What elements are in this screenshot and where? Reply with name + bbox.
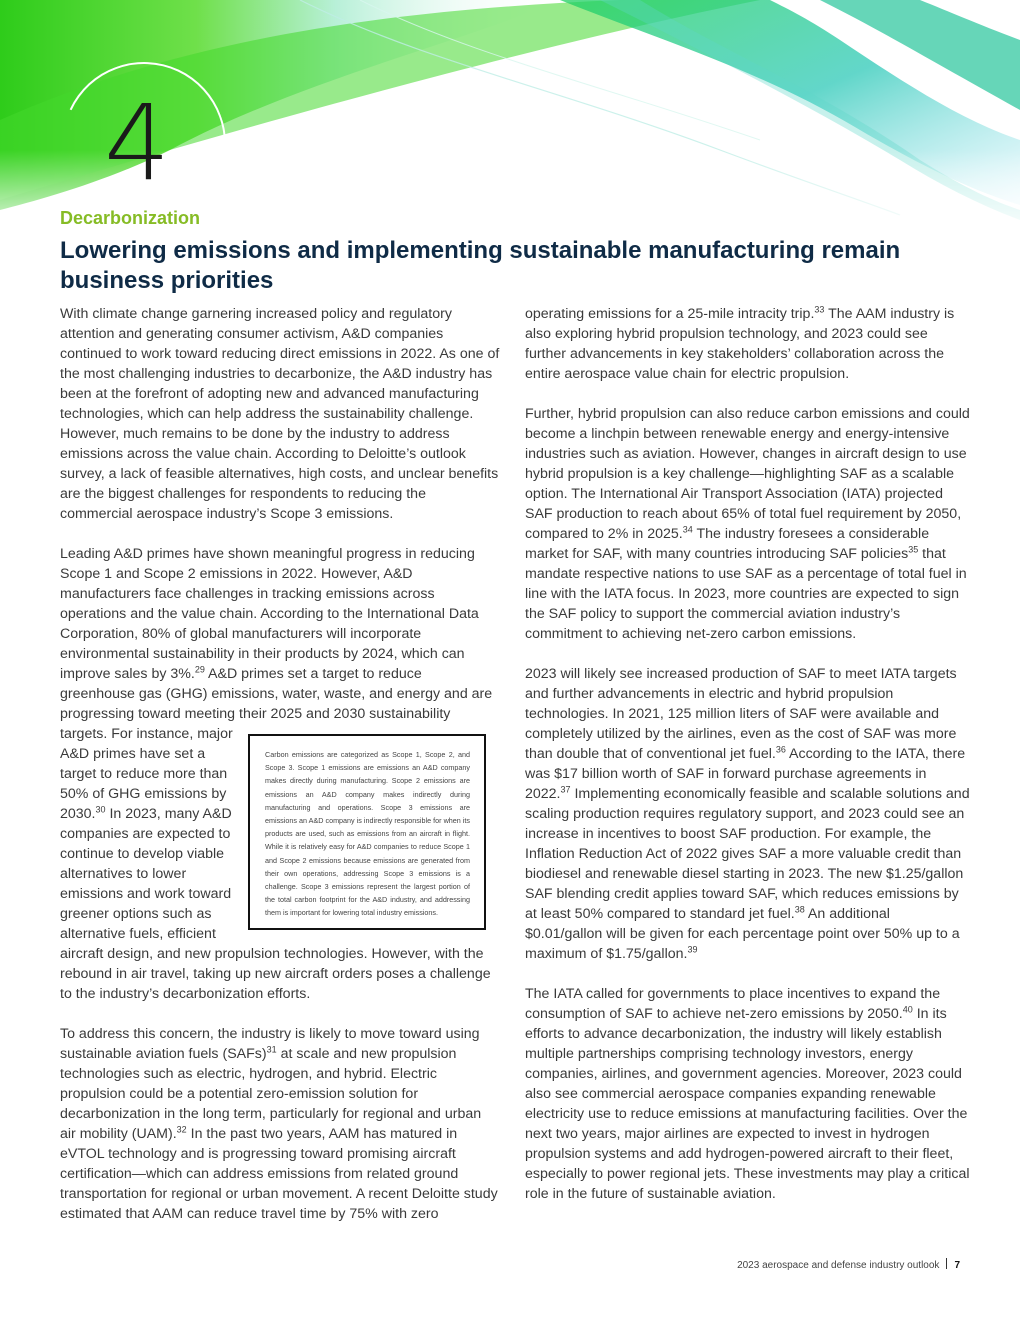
footnote-ref: 33 (814, 304, 825, 315)
page-number: 7 (954, 1260, 960, 1271)
paragraph: With climate change garnering increased policy and regulatory attention and generating consumer activism, A&D companies continued to work toward reducing direct emissions in 2022. As one of the most challenging industries to decarbonize, the A&D industry has been at the forefront of adopting new and advanced manufacturing technologies, which can help address the sustainability challenge. However, much remains to be done by the industry to address emissions across the value chain. According to Deloitte’s outlook survey, a lack of feasible alternatives, high costs, and unclear benefits are the biggest challenges for respondents to reducing the commercial aerospace industry’s Scope 3 emissions. (60, 306, 500, 522)
footnote-ref: 37 (560, 784, 571, 795)
paragraph: Further, hybrid propulsion can also reduce carbon emissions and could become a linchpin between renewable energy and energy-intensive industries such as aviation. However, changes in aircraft design to use hybrid propulsion is a key challenge—highlighting SAF as a scalable option. The International Air Transport Association (IATA) projected SAF production to reach about 65% of total fuel requirement by 2050, compared to 2% in 2025.34 The industry foresees a considerable market for SAF, with many countries introducing SAF policies$^{35}$ that mandate respective nations to use SAF as a percentage of total fuel in line with the IATA focus. In 2023, more countries are expected to sign the SAF policy to support the commercial aviation industry’s commitment to achieving net-zero carbon emissions. (525, 406, 970, 642)
footnote-ref: 39 (687, 944, 698, 955)
page-footer (737, 1258, 960, 1271)
paragraph: operating emissions for a 25-mile intracity trip.$^{33}$ The AAM industry is also exploring hybrid propulsion technology, and 2023 could see further advancements in key stakeholders’ collaboration across the entire aerospace value chain for electric propulsion. (525, 304, 955, 382)
footer-report-title: 2023 aerospace and defense industry outlook (737, 1260, 940, 1271)
footnote-ref: 40 (902, 1004, 913, 1015)
sidebar-text: Carbon emissions are categorized as Scope 1, Scope 2, and Scope 3. Scope 1 emissions are emissions an A&D company makes directly during manufacturing. Scope 2 emissions are emissions an A&D company makes indirectly during manufacturing and operations. Scope 3 emissions are emissions an A&D company is indirectly responsible for when its products are used, such as emissions from an aircraft in flight. While it is relatively easy for A&D companies to reduce Scope 1 and Scope 2 emissions because emissions are generated from their own operations, addressing Scope 3 emissions is a challenge. Scope 3 emissions represent the largest portion of the total carbon footprint for the A&D industry, and addressing them is important for lowering total industry emissions. (265, 750, 470, 918)
footnote-ref: 31 (266, 1044, 277, 1055)
footnote-ref: 30 (95, 804, 106, 815)
right-column (525, 304, 971, 1224)
footer-divider (946, 1258, 947, 1269)
paragraph: To address this concern, the industry is likely to move toward using sustainable aviation fuels (SAFs)$^{31}$ at scale and new propulsion technologies such as electric, hydrogen, and hybrid. Electric propulsion could be a potential zero-emission solution for decarbonization in the long term, particularly for regional and urban air mobility (UAM).$^{32}$ In the past two years, AAM has matured in eVTOL technology and is progressing toward promising aircraft certification—which can address emissions from related ground transportation for regional or urban movement. A recent Deloitte study estimated that AAM can reduce travel time by 75% with zero (60, 1026, 498, 1222)
left-column (60, 304, 500, 1244)
paragraph: The IATA called for governments to place incentives to expand the consumption of SAF to achieve net-zero emissions by 2050.40 In its efforts to advance decarbonization, the industry will likely establish multiple partnerships comprising technology investors, energy companies, airlines, and government agencies. Moreover, 2023 could also see commercial aerospace companies expanding renewable electricity use to reduce emissions at manufacturing facilities. Over the next two years, major airlines are expected to invest in hydrogen propulsion systems and add hydrogen-powered aircraft to their fleet, especially to power regional jets. These investments may play a critical role in the future of sustainable aviation. (525, 986, 970, 1202)
footnote-ref: 29 (194, 664, 205, 675)
paragraph: 2023 will likely see increased production of SAF to meet IATA targets and further advancements in electric and hybrid propulsion technologies. In 2021, 125 million liters of SAF were available and completely utilized by the airlines, even as the cost of SAF was more than double that of conventional jet fuel.$^{36}$ According to the IATA, there was $17 billion worth of SAF in forward purchase agreements in 2022.37 Implementing economically feasible and scalable solutions and scaling production requires regulatory support, and 2023 could see an increase in incentives to boost SAF production. For example, the Inflation Reduction Act of 2022 gives SAF a more valuable credit than biodiesel and renewable diesel starting in 2023. The new $1.25/gallon SAF blending credit applies toward SAF, which reduces emissions by at least 50% compared to standard jet fuel.$^{38}$ An additional $0.01/gallon will be given for each percentage point over 50% up to a maximum of $1.75/gallon.$^{39}$ (525, 666, 970, 962)
footnote-ref: 32 (176, 1124, 187, 1135)
section-label: Decarbonization (60, 208, 201, 228)
footnote-ref: 36 (775, 744, 786, 755)
footnote-ref: 35 (908, 544, 919, 555)
sidebar-callout-box (248, 734, 486, 930)
footnote-ref: 38 (794, 904, 805, 915)
float-spacer (499, 544, 500, 734)
section-number: 4 (104, 82, 171, 204)
page-title: Lowering emissions and implementing sustainable manufacturing remain business priorities (60, 237, 901, 294)
paragraph: Carbon emissions are categorized as Scope 1, Scope 2, and Scope 3. Scope 1 emissions are emissions an A&D company makes directly during manufacturing. Scope 2 emissions are emissions an A&D company makes indirectly during manufacturing and operations. Scope 3 emissions are emissions an A&D company is indirectly responsible for when its products are used, such as emissions from an aircraft in flight. While it is relatively easy for A&D companies to reduce Scope 1 and Scope 2 emissions because emissions are generated from their own operations, addressing Scope 3 emissions is a challenge. Scope 3 emissions represent the largest portion of the total carbon footprint for the A&D industry, and addressing them is important for lowering total industry emissions. Leading A&D primes have shown meaningful progress in reducing Scope 1 and Scope 2 emissions in 2022. However, A&D manufacturers face challenges in tracking emissions across operations and the value chain. According to the International Data Corporation, 80% of global manufacturers will incorporate environmental sustainability in their products by 2024, which can improve sales by 3%.$^{29}$ A&D primes set a target to reduce greenhouse gas (GHG) emissions, water, waste, and energy and are progressing toward meeting their 2025 and 2030 sustainability targets. For instance, major A&D primes have set a target to reduce more than 50% of GHG emissions by 2030.30 In 2023, many A&D companies are expected to continue to develop viable alternatives to lower emissions and work toward greener options such as alternative fuels, efficient aircraft design, and new propulsion technologies. However, with the rebound in air travel, taking up new aircraft orders poses a challenge to the industry’s decarbonization efforts. (60, 544, 500, 1004)
footnote-ref: 34 (682, 524, 693, 535)
